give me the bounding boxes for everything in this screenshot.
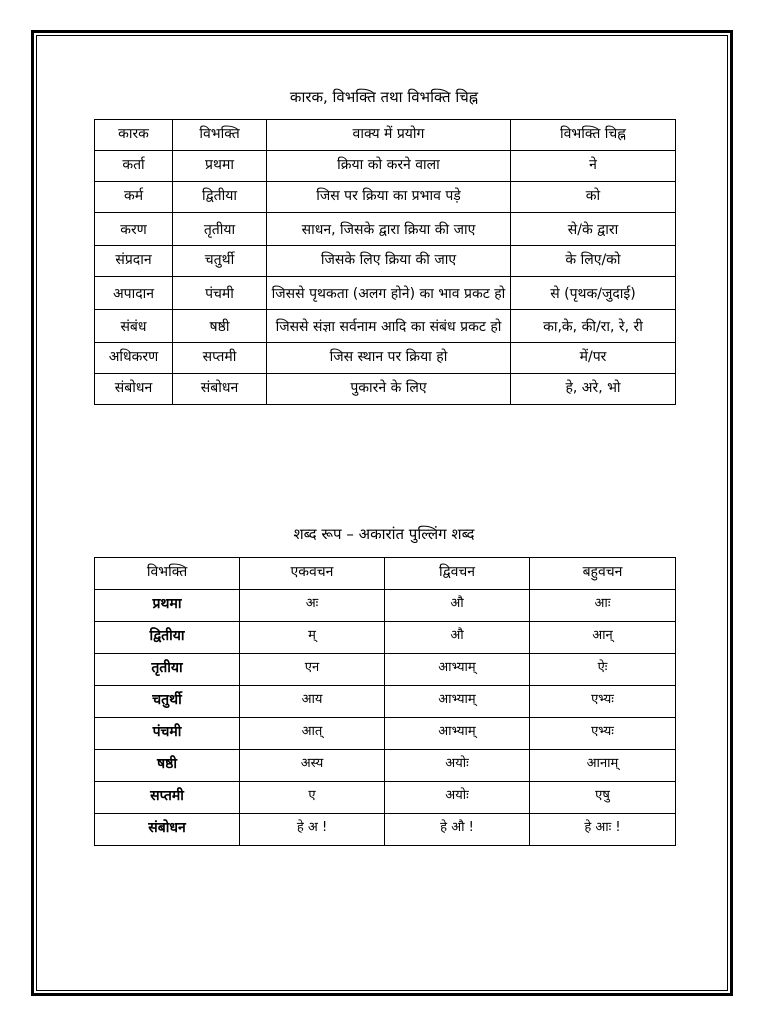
column-header: एकवचन xyxy=(240,558,385,590)
table-row xyxy=(95,814,676,846)
table-cell: औ xyxy=(385,590,530,622)
table-header-row xyxy=(95,558,676,590)
column-header: कारक xyxy=(95,120,173,151)
table-cell: हे आः ! xyxy=(530,814,676,846)
table-row xyxy=(95,182,676,213)
table-cell: अस्य xyxy=(240,750,385,782)
column-header: द्विवचन xyxy=(385,558,530,590)
table-cell: पंचमी xyxy=(173,277,267,310)
table-row xyxy=(95,151,676,182)
karak-table-title: कारक, विभक्ति तथा विभक्ति चिह्न xyxy=(289,88,479,106)
table-cell: आभ्याम् xyxy=(385,686,530,718)
table-cell: आनाम् xyxy=(530,750,676,782)
table-cell: एन xyxy=(240,654,385,686)
table-cell: संबोधन xyxy=(173,374,267,405)
table-cell: आन् xyxy=(530,622,676,654)
column-header: विभक्ति चिह्न xyxy=(511,120,676,151)
table-row xyxy=(95,310,676,343)
table-cell: जिसके लिए क्रिया की जाए xyxy=(267,246,511,277)
table-cell: एभ्यः xyxy=(530,686,676,718)
table-cell: जिस पर क्रिया का प्रभाव पड़े xyxy=(267,182,511,213)
table-row xyxy=(95,686,676,718)
table-cell: साधन, जिसके द्वारा क्रिया की जाए xyxy=(267,213,511,246)
shabd-roop-table-title: शब्द रूप – अकारांत पुल्लिंग शब्द xyxy=(293,525,475,543)
table-row xyxy=(95,213,676,246)
table-cell: अपादान xyxy=(95,277,173,310)
shabd-roop-table xyxy=(94,557,676,846)
table-cell: चतुर्थी xyxy=(173,246,267,277)
table-cell: एषु xyxy=(530,782,676,814)
table-cell: का,के, की/रा, रे, री xyxy=(511,310,676,343)
table-cell: हे अ ! xyxy=(240,814,385,846)
table-row xyxy=(95,246,676,277)
table-cell: आत् xyxy=(240,718,385,750)
table-row xyxy=(95,590,676,622)
table-cell: से/के द्वारा xyxy=(511,213,676,246)
table-row xyxy=(95,622,676,654)
table-cell: सप्तमी xyxy=(95,782,240,814)
table-cell: प्रथमा xyxy=(173,151,267,182)
table-cell: षष्ठी xyxy=(95,750,240,782)
table-row xyxy=(95,277,676,310)
column-header: विभक्ति xyxy=(95,558,240,590)
table-cell: द्वितीया xyxy=(95,622,240,654)
table-cell: चतुर्थी xyxy=(95,686,240,718)
table-cell: कर्म xyxy=(95,182,173,213)
table-cell: औ xyxy=(385,622,530,654)
table-cell: ए xyxy=(240,782,385,814)
table-cell: षष्ठी xyxy=(173,310,267,343)
table-cell: में/पर xyxy=(511,343,676,374)
table-row xyxy=(95,374,676,405)
table-cell: पंचमी xyxy=(95,718,240,750)
table-cell: तृतीया xyxy=(95,654,240,686)
table-cell: संबंध xyxy=(95,310,173,343)
table-cell: अयोः xyxy=(385,782,530,814)
column-header: विभक्ति xyxy=(173,120,267,151)
table-cell: संप्रदान xyxy=(95,246,173,277)
table-cell: पुकारने के लिए xyxy=(267,374,511,405)
table-row xyxy=(95,343,676,374)
column-header: बहुवचन xyxy=(530,558,676,590)
table-cell: म् xyxy=(240,622,385,654)
table-cell: तृतीया xyxy=(173,213,267,246)
table-cell: को xyxy=(511,182,676,213)
table-cell: आय xyxy=(240,686,385,718)
table-cell: के लिए/को xyxy=(511,246,676,277)
table-header-row xyxy=(95,120,676,151)
table-cell: जिस स्थान पर क्रिया हो xyxy=(267,343,511,374)
table-cell: प्रथमा xyxy=(95,590,240,622)
table-cell: जिससे पृथकता (अलग होने) का भाव प्रकट हो xyxy=(267,277,511,310)
karak-table xyxy=(94,119,676,405)
table-cell: कर्ता xyxy=(95,151,173,182)
table-cell: अधिकरण xyxy=(95,343,173,374)
table-cell: अयोः xyxy=(385,750,530,782)
table-cell: ने xyxy=(511,151,676,182)
table-row xyxy=(95,782,676,814)
table-cell: हे औ ! xyxy=(385,814,530,846)
table-cell: द्वितीया xyxy=(173,182,267,213)
table-cell: ऐः xyxy=(530,654,676,686)
table-row xyxy=(95,750,676,782)
table-cell: आः xyxy=(530,590,676,622)
table-row xyxy=(95,718,676,750)
table-cell: अः xyxy=(240,590,385,622)
table-cell: संबोधन xyxy=(95,374,173,405)
table-cell: से (पृथक/जुदाई) xyxy=(511,277,676,310)
table-cell: एभ्यः xyxy=(530,718,676,750)
table-cell: आभ्याम् xyxy=(385,654,530,686)
table-cell: सप्तमी xyxy=(173,343,267,374)
table-cell: आभ्याम् xyxy=(385,718,530,750)
table-cell: संबोधन xyxy=(95,814,240,846)
table-cell: जिससे संज्ञा सर्वनाम आदि का संबंध प्रकट हो xyxy=(267,310,511,343)
column-header: वाक्य में प्रयोग xyxy=(267,120,511,151)
table-cell: हे, अरे, भो xyxy=(511,374,676,405)
table-row xyxy=(95,654,676,686)
table-cell: क्रिया को करने वाला xyxy=(267,151,511,182)
table-cell: करण xyxy=(95,213,173,246)
